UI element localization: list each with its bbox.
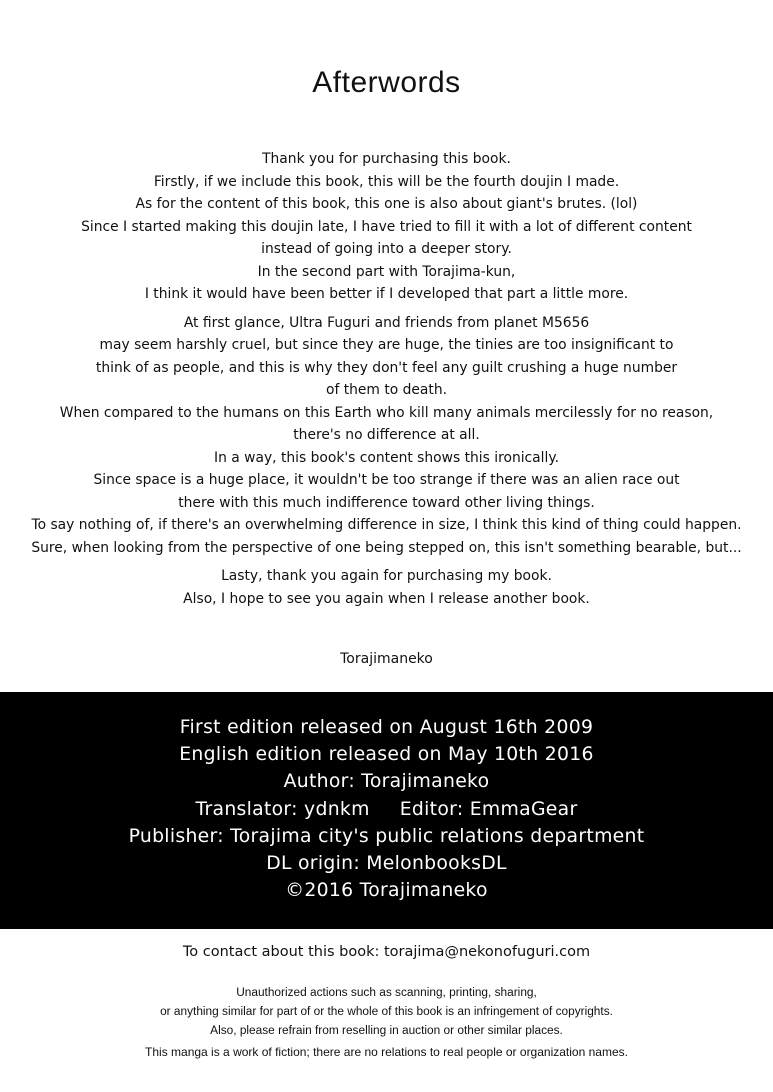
text-line: of them to death. (325, 382, 448, 398)
text-line: In a way, this book's content shows this ironically. (214, 449, 559, 466)
text-line: In the second part with Torajima-kun, (257, 263, 516, 280)
legal-notice (0, 983, 773, 1040)
text-line: Lasty, thank you again for purchasing my book. (221, 568, 552, 584)
contact-line: To contact about this book: torajima@nekonofuguri.com (182, 944, 591, 960)
legal-line: or anything similar for part of or the whole of this book is an infringement of copyrights. (160, 1004, 613, 1018)
colophon-box (0, 692, 773, 929)
english-edition-line: English edition released on May 10th 2016 (179, 744, 594, 766)
credits-line (0, 796, 773, 823)
editor-credit: Editor: EmmaGear (399, 798, 578, 820)
text-line: To say nothing of, if there's an overwhelming difference in size, I think this kind of thing could happen. (31, 517, 742, 533)
first-edition-line: First edition released on August 16th 2009 (179, 717, 594, 738)
text-line: Firstly, if we include this book, this will be the fourth doujin I made. (153, 173, 620, 190)
text-line: Since space is a huge place, it wouldn't be too strange if there was an alien race out (93, 472, 680, 488)
paragraph-thanks (0, 148, 773, 306)
text-line: At first glance, Ultra Fuguri and friends from planet M5656 (183, 314, 590, 331)
signature: Torajimaneko (340, 651, 433, 667)
text-line: Also, I hope to see you again when I release another book. (183, 590, 590, 607)
translator-credit: Translator: ydnkm (195, 798, 370, 820)
text-line: When compared to the humans on this Earth who kill many animals mercilessly for no reason, (59, 404, 714, 421)
text-line: Sure, when looking from the perspective of one being stepped on, this isn't something bearable, but... (31, 539, 742, 556)
text-line: instead of going into a deeper story. (261, 241, 512, 257)
author-line: Author: Torajimaneko (283, 771, 490, 793)
text-line: there's no difference at all. (293, 427, 480, 443)
text-line: Since I started making this doujin late, I have tried to fill it with a lot of different content (81, 218, 692, 235)
copyright-line: ©2016 Torajimaneko (285, 880, 488, 902)
publisher-line: Publisher: Torajima city's public relations department (128, 825, 645, 847)
afterword-body (0, 148, 773, 610)
text-line: may seem harshly cruel, but since they are huge, the tinies are too insignificant to (99, 337, 674, 353)
text-line: there with this much indifference toward other living things. (178, 494, 595, 511)
text-line: As for the content of this book, this one is also about giant's brutes. (lol) (135, 196, 638, 212)
paragraph-commentary (0, 312, 773, 560)
legal-line: Also, please refrain from reselling in auction or other similar places. (210, 1023, 563, 1037)
paragraph-closing (0, 565, 773, 610)
fiction-notice: This manga is a work of fiction; there are no relations to real people or organization names. (145, 1045, 628, 1059)
dl-origin-line: DL origin: MelonbooksDL (266, 853, 507, 875)
legal-line: Unauthorized actions such as scanning, printing, sharing, (236, 985, 537, 999)
text-line: I think it would have been better if I developed that part a little more. (144, 286, 629, 302)
text-line: Thank you for purchasing this book. (262, 151, 511, 167)
text-line: think of as people, and this is why they don't feel any guilt crushing a huge number (95, 359, 678, 376)
page-title: Afterwords (312, 66, 461, 99)
